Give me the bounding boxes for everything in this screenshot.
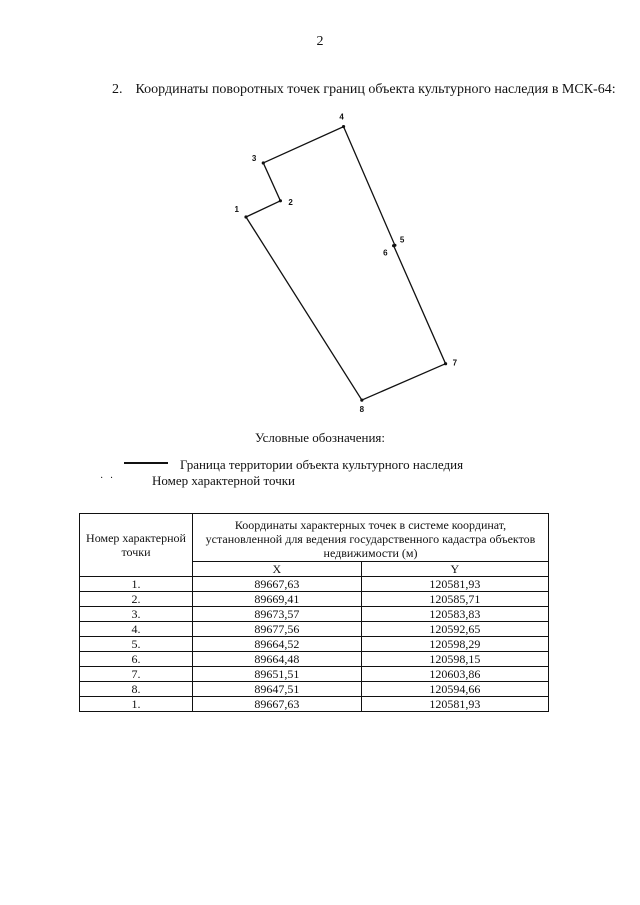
legend-item-point-number: Номер характерной точки [152,473,295,488]
col-header-coordinates: Координаты характерных точек в системе координат, установленной для ведения государственного кадастра объектов недвижимости (м) [193,514,549,562]
cell-x: 89664,52 [193,637,362,652]
point-marker-8 [360,398,363,401]
point-marker-3 [262,161,265,164]
point-marker-4 [342,125,345,128]
boundary-polygon [246,127,446,400]
table-row [80,697,549,712]
point-marker-2 [279,199,282,202]
cell-x: 89667,63 [193,577,362,592]
cell-y: 120598,15 [361,652,548,667]
cell-point-number: 4. [80,622,193,637]
cell-y: 120581,93 [361,577,548,592]
cell-x: 89677,56 [193,622,362,637]
point-label-4: 4 [339,112,344,122]
point-label-5: 5 [399,235,405,245]
cell-point-number: 6. [80,652,193,667]
point-label-2: 2 [288,197,293,207]
table-row [80,652,549,667]
cell-x: 89647,51 [193,682,362,697]
point-marker-7 [444,362,447,365]
cell-x: 89651,51 [193,667,362,682]
cell-y: 120585,71 [361,592,548,607]
cell-x: 89673,57 [193,607,362,622]
point-label-3: 3 [251,153,257,163]
table-row [80,607,549,622]
cell-y: 120581,93 [361,697,548,712]
cell-y: 120598,29 [361,637,548,652]
boundary-plan [0,0,640,430]
point-label-6: 6 [383,248,388,258]
col-header-point-number: Номер характерной точки [80,514,193,577]
cell-y: 120594,66 [361,682,548,697]
table-row [80,682,549,697]
cell-y: 120583,83 [361,607,548,622]
cell-point-number: 5. [80,637,193,652]
table-row [80,637,549,652]
point-label-8: 8 [359,405,365,415]
cell-point-number: 2. [80,592,193,607]
table-row [80,667,549,682]
section-title: Координаты поворотных точек границ объекта культурного наследия в МСК-64: [135,82,616,97]
cell-point-number: 3. [80,607,193,622]
legend-item-boundary: Граница территории объекта культурного наследия [180,457,464,472]
point-marker-1 [244,215,247,218]
cell-y: 120592,65 [361,622,548,637]
legend-dots-symbol: · · [100,473,116,484]
point-marker-6 [392,244,395,247]
page-number: 2 [316,34,324,49]
legend-title: Условные обозначения: [254,430,386,445]
table-row [80,577,549,592]
point-label-7: 7 [452,358,458,368]
cell-point-number: 7. [80,667,193,682]
coordinates-table [79,513,549,712]
cell-x: 89664,48 [193,652,362,667]
cell-point-number: 1. [80,697,193,712]
section-number: 2. [112,82,123,97]
cell-x: 89669,41 [193,592,362,607]
point-label-1: 1 [234,205,239,214]
cell-point-number: 1. [80,577,193,592]
table-row [80,622,549,637]
cell-x: 89667,63 [193,697,362,712]
col-header-y: Y [361,562,548,577]
table-row [80,592,549,607]
cell-point-number: 8. [80,682,193,697]
col-header-x: X [193,562,362,577]
cell-y: 120603,86 [361,667,548,682]
legend-line-symbol [124,462,168,464]
